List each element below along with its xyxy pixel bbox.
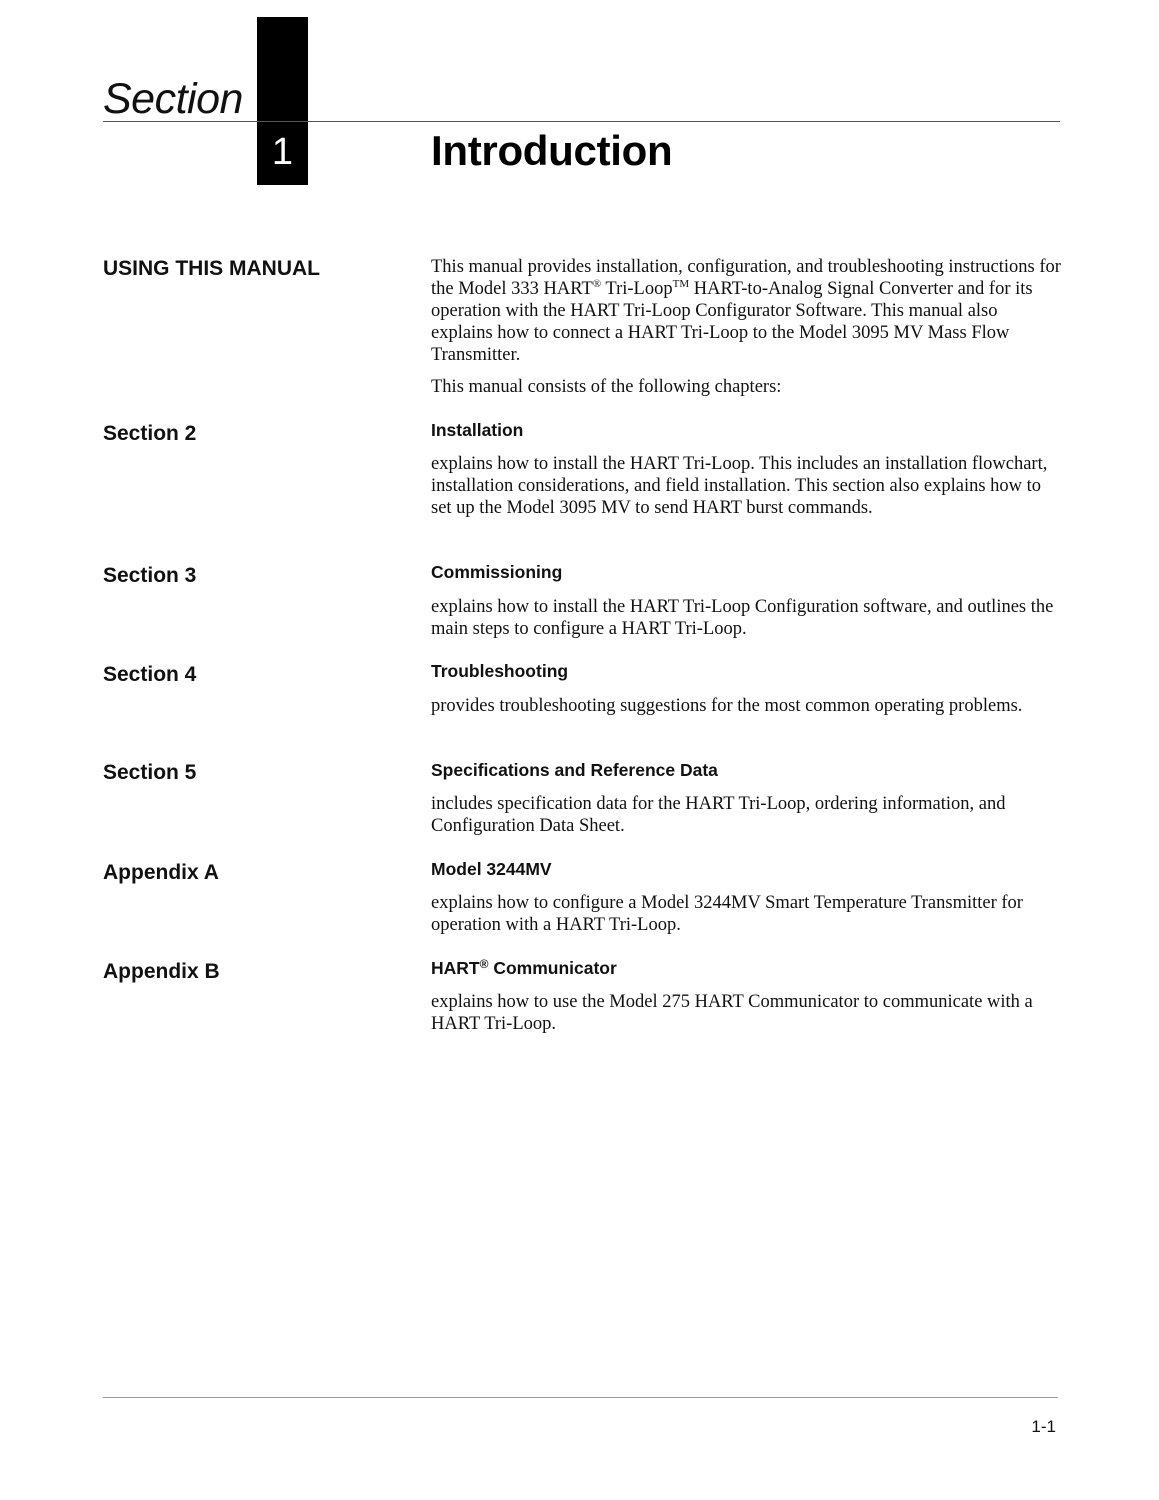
appendix-b-label: Appendix B bbox=[103, 960, 220, 983]
intro-text-part-1: This manual provides installation, configuration, and troubleshooting instructions for the Model 333 HART bbox=[431, 257, 1061, 299]
intro-text-part-3: HART-to-Analog Signal Converter and for its operation with the HART Tri-Loop Configurator Software. This manual also explains how to connect a HART Tri-Loop to the Model 3095 MV Mass Flow Transmitter. bbox=[431, 279, 1033, 365]
section-4-label: Section 4 bbox=[103, 663, 197, 686]
section-2-label: Section 2 bbox=[103, 422, 197, 445]
registered-mark: ® bbox=[592, 278, 602, 290]
section-5-label: Section 5 bbox=[103, 761, 197, 784]
section-5-title: Specifications and Reference Data bbox=[431, 760, 718, 780]
footer-divider bbox=[103, 1397, 1058, 1398]
appendix-b-title bbox=[431, 957, 617, 978]
section-3-title: Commissioning bbox=[431, 562, 563, 582]
header-divider bbox=[103, 121, 1060, 122]
section-3-label: Section 3 bbox=[103, 564, 197, 587]
intro-text-part-2: Tri-Loop bbox=[601, 279, 673, 299]
chapters-intro-paragraph: This manual consists of the following chapters: bbox=[431, 377, 782, 397]
section-number-tab bbox=[257, 17, 308, 185]
appendix-b-description: explains how to use the Model 275 HART Communicator to communicate with a HART Tri-Loop. bbox=[431, 992, 1033, 1034]
section-2-description: explains how to install the HART Tri-Loop. This includes an installation flowchart, installation considerations, and field installation. This section also explains how to set up the Model 3095 MV to send HART burst commands. bbox=[431, 454, 1048, 518]
appendix-a-title: Model 3244MV bbox=[431, 859, 552, 879]
section-4-title: Troubleshooting bbox=[431, 661, 569, 681]
using-this-manual-label: USING THIS MANUAL bbox=[103, 257, 320, 280]
chapter-title: Introduction bbox=[431, 127, 673, 174]
trademark-mark: TM bbox=[672, 278, 690, 290]
appendix-a-description: explains how to configure a Model 3244MV Smart Temperature Transmitter for operation with a HART Tri-Loop. bbox=[431, 893, 1023, 935]
section-number: 1 bbox=[271, 131, 294, 173]
section-4-description: provides troubleshooting suggestions for the most common operating problems. bbox=[431, 696, 1023, 716]
appendix-b-title-part-1: HART bbox=[431, 958, 480, 978]
appendix-b-title-part-2: Communicator bbox=[488, 958, 617, 978]
appendix-b-registered-mark: ® bbox=[479, 957, 489, 971]
section-3-description: explains how to install the HART Tri-Loop Configuration software, and outlines the main steps to configure a HART Tri-Loop. bbox=[431, 597, 1054, 639]
section-heading-word: Section bbox=[103, 75, 243, 123]
section-2-title: Installation bbox=[431, 420, 524, 440]
page-number: 1-1 bbox=[1031, 1417, 1056, 1436]
intro-paragraph bbox=[431, 256, 1061, 366]
section-5-description: includes specification data for the HART Tri-Loop, ordering information, and Configuration Data Sheet. bbox=[431, 794, 1006, 836]
appendix-a-label: Appendix A bbox=[103, 861, 219, 884]
